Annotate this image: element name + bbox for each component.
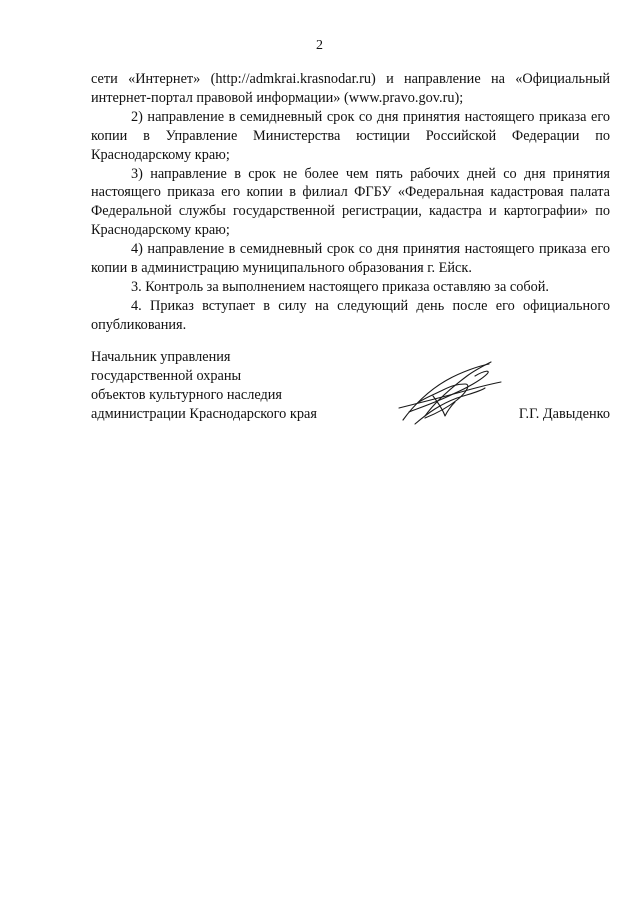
signer-position-line-4: администрации Краснодарского края: [91, 405, 317, 422]
paragraph-4: 4) направление в семидневный срок со дня принятия настоящего приказа его копии в администрацию муниципального образования г. Ейск.: [91, 241, 610, 277]
signer-position-line-1: Начальник управления: [91, 349, 231, 365]
signer-name: Г.Г. Давыденко: [518, 405, 610, 422]
signer-position-line-3: объектов культурного наследия: [91, 386, 282, 403]
signer-position-line-2: государственной охраны: [91, 367, 242, 384]
paragraph-6: 4. Приказ вступает в силу на следующий день после его официального опубликования.: [91, 297, 610, 333]
page-number: 2: [316, 38, 323, 53]
signature-block: [91, 348, 610, 428]
paragraph-3: 3) направление в срок не более чем пять рабочих дней со дня принятия настоящего приказа его копии в филиал ФГБУ «Федеральная кадастровая палата Федеральной службы государственной регистрации, кадастра и картографии» по Краснодарскому краю;: [91, 165, 610, 239]
paragraph-2: 2) направление в семидневный срок со дня принятия настоящего приказа его копии в Управление Министерства юстиции Российской Федерации по Краснодарскому краю;: [91, 108, 610, 163]
paragraph-5: 3. Контроль за выполнением настоящего приказа оставляю за собой.: [131, 278, 550, 295]
signer-position: [91, 348, 317, 424]
handwritten-signature: [395, 358, 505, 430]
paragraph-1: сети «Интернет» (http://admkrai.krasnodar.ru) и направление на «Официальный интернет-портал правовой информации» (www.pravo.gov.ru);: [91, 71, 610, 106]
document-body: [91, 70, 610, 335]
